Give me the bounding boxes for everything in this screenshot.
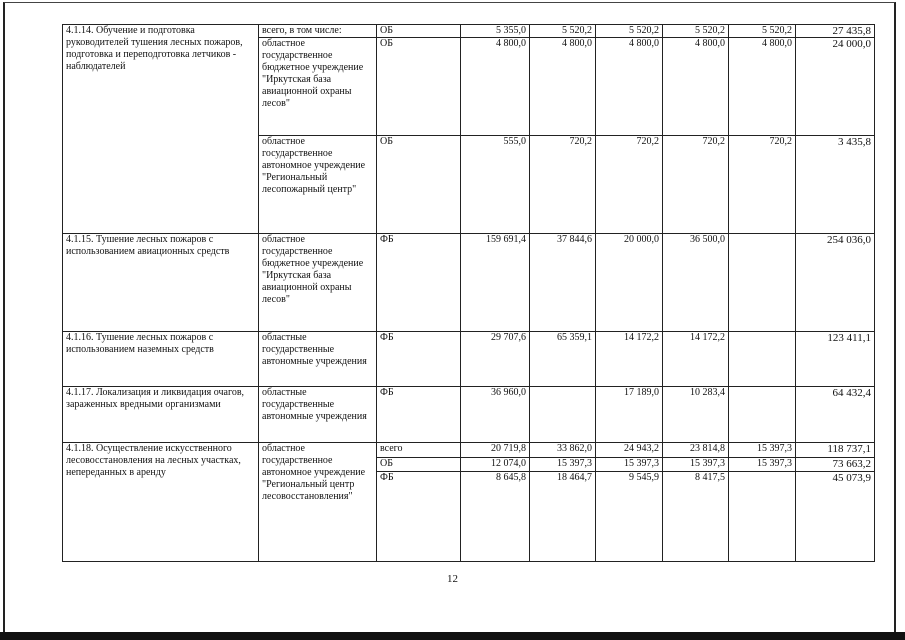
value-cell: 15 397,3 — [729, 458, 796, 472]
value-cell: 36 960,0 — [461, 387, 530, 443]
executor-cell: областное государственное бюджетное учреждение "Иркутская база авиационной охраны лесов" — [259, 38, 377, 136]
value-cell — [729, 472, 796, 562]
value-cell: 5 520,2 — [729, 25, 796, 38]
executor-cell: областное государственное автономное учреждение "Региональный центр лесовосстановления" — [259, 443, 377, 562]
value-cell: 15 397,3 — [596, 458, 663, 472]
value-cell: 15 397,3 — [663, 458, 729, 472]
value-cell: 720,2 — [596, 136, 663, 234]
total-cell: 3 435,8 — [796, 136, 875, 234]
total-cell: 24 000,0 — [796, 38, 875, 136]
value-cell: 720,2 — [663, 136, 729, 234]
executor-cell: всего, в том числе: — [259, 25, 377, 38]
value-cell: 15 397,3 — [729, 443, 796, 458]
page-number: 12 — [447, 573, 458, 585]
funding-source: всего — [377, 443, 461, 458]
value-cell: 159 691,4 — [461, 234, 530, 332]
value-cell: 4 800,0 — [729, 38, 796, 136]
executor-cell: областные государственные автономные учреждения — [259, 332, 377, 387]
activity-name: 4.1.14. Обучение и подготовка руководителей тушения лесных пожаров, подготовка и переподготовка летчиков - наблюдателей — [63, 25, 259, 234]
funding-source: ОБ — [377, 25, 461, 38]
table-row — [63, 443, 875, 458]
activity-name: 4.1.17. Локализация и ликвидация очагов, зараженных вредными организмами — [63, 387, 259, 443]
value-cell: 29 707,6 — [461, 332, 530, 387]
total-cell: 64 432,4 — [796, 387, 875, 443]
value-cell: 720,2 — [530, 136, 596, 234]
scan-bottom-edge — [0, 632, 905, 640]
executor-cell: областное государственное автономное учреждение "Региональный лесопожарный центр" — [259, 136, 377, 234]
value-cell: 65 359,1 — [530, 332, 596, 387]
value-cell: 8 417,5 — [663, 472, 729, 562]
value-cell: 5 520,2 — [530, 25, 596, 38]
value-cell: 23 814,8 — [663, 443, 729, 458]
value-cell — [530, 387, 596, 443]
funding-source: ФБ — [377, 332, 461, 387]
activity-name: 4.1.15. Тушение лесных пожаров с использованием авиационных средств — [63, 234, 259, 332]
activity-name: 4.1.16. Тушение лесных пожаров с использованием наземных средств — [63, 332, 259, 387]
value-cell: 14 172,2 — [663, 332, 729, 387]
table-row — [63, 387, 875, 443]
value-cell: 5 520,2 — [596, 25, 663, 38]
value-cell: 4 800,0 — [663, 38, 729, 136]
value-cell: 5 355,0 — [461, 25, 530, 38]
value-cell: 33 862,0 — [530, 443, 596, 458]
value-cell: 20 000,0 — [596, 234, 663, 332]
executor-cell: областное государственное бюджетное учреждение "Иркутская база авиационной охраны лесов" — [259, 234, 377, 332]
total-cell: 45 073,9 — [796, 472, 875, 562]
value-cell: 555,0 — [461, 136, 530, 234]
value-cell: 9 545,9 — [596, 472, 663, 562]
value-cell: 36 500,0 — [663, 234, 729, 332]
executor-cell: областные государственные автономные учреждения — [259, 387, 377, 443]
value-cell: 4 800,0 — [461, 38, 530, 136]
activity-name: 4.1.18. Осуществление искусственного лесовосстановления на лесных участках, непереданных в аренду — [63, 443, 259, 562]
program-activities-table — [62, 24, 875, 562]
funding-source: ОБ — [377, 136, 461, 234]
value-cell: 4 800,0 — [530, 38, 596, 136]
funding-source: ФБ — [377, 387, 461, 443]
value-cell: 15 397,3 — [530, 458, 596, 472]
value-cell: 24 943,2 — [596, 443, 663, 458]
value-cell — [729, 234, 796, 332]
value-cell: 10 283,4 — [663, 387, 729, 443]
funding-source: ФБ — [377, 234, 461, 332]
value-cell: 720,2 — [729, 136, 796, 234]
value-cell: 18 464,7 — [530, 472, 596, 562]
table-row — [63, 234, 875, 332]
value-cell: 14 172,2 — [596, 332, 663, 387]
total-cell: 123 411,1 — [796, 332, 875, 387]
value-cell: 17 189,0 — [596, 387, 663, 443]
total-cell: 254 036,0 — [796, 234, 875, 332]
value-cell: 20 719,8 — [461, 443, 530, 458]
value-cell: 4 800,0 — [596, 38, 663, 136]
total-cell: 118 737,1 — [796, 443, 875, 458]
value-cell: 5 520,2 — [663, 25, 729, 38]
funding-source: ОБ — [377, 38, 461, 136]
table-row — [63, 332, 875, 387]
value-cell: 8 645,8 — [461, 472, 530, 562]
value-cell — [729, 387, 796, 443]
total-cell: 73 663,2 — [796, 458, 875, 472]
total-cell: 27 435,8 — [796, 25, 875, 38]
table-row — [63, 25, 875, 38]
value-cell: 37 844,6 — [530, 234, 596, 332]
value-cell: 12 074,0 — [461, 458, 530, 472]
funding-source: ФБ — [377, 472, 461, 562]
funding-source: ОБ — [377, 458, 461, 472]
value-cell — [729, 332, 796, 387]
